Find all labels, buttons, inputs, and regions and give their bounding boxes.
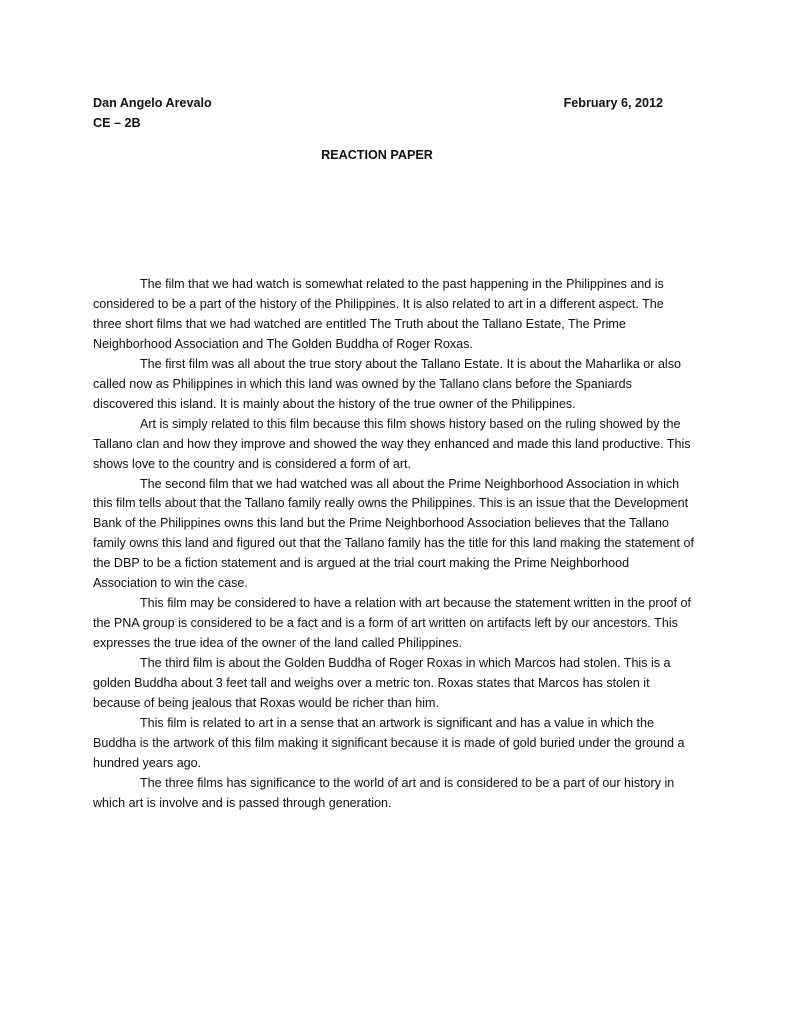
paragraph-1: The film that we had watch is somewhat related to the past happening in the Philippines and is considered to be a part of the history of the Philippines. It is also related to art in a different aspect. The three short films that we had watched are entitled The Truth about the Tallano Estate, The Prime Neighborhood Association and The Golden Buddha of Roger Roxas. — [93, 277, 664, 351]
document-body — [93, 275, 695, 814]
author-name: Dan Angelo Arevalo — [93, 96, 212, 110]
document-title: REACTION PAPER — [321, 148, 433, 162]
paragraph-4: The second film that we had watched was all about the Prime Neighborhood Association in which this film tells about that the Tallano family really owns the Philippines. This is an issue that the Development Bank of the Philippines owns this land but the Prime Neighborhood Association believes that the Tallano family owns this land and figured out that the Tallano family has the title for this land making the statement of the DBP to be a fiction statement and is argued at the trial court making the Prime Neighborhood Association to win the case. — [93, 476, 694, 591]
paragraph-7: This film is related to art in a sense that an artwork is significant and has a value in which the Buddha is the artwork of this film making it significant because it is made of gold buried under the ground a hundred years ago. — [93, 715, 685, 770]
paragraph-5: This film may be considered to have a relation with art because the statement written in the proof of the PNA group is considered to be a fact and is a form of art written on artifacts left by our ancestors. This expresses the true idea of the owner of the land called Philippines. — [93, 596, 691, 651]
course-section: CE – 2B — [93, 116, 141, 130]
paragraph-8: The three films has significance to the world of art and is considered to be a part of our history in which art is involve and is passed through generation. — [93, 775, 675, 810]
document-date: February 6, 2012 — [563, 96, 663, 110]
paragraph-3: Art is simply related to this film because this film shows history based on the ruling showed by the Tallano clan and how they improve and showed the way they enhanced and made this land productive. This shows love to the country and is considered a form of art. — [93, 416, 691, 471]
paragraph-2: The first film was all about the true story about the Tallano Estate. It is about the Maharlika or also called now as Philippines in which this land was owned by the Tallano clans before the Spaniards discovered this island. It is mainly about the history of the true owner of the Philippines. — [93, 356, 681, 411]
paragraph-6: The third film is about the Golden Buddha of Roger Roxas in which Marcos had stolen. This is a golden Buddha about 3 feet tall and weighs over a metric ton. Roxas states that Marcos has stolen it because of being jealous that Roxas would be richer than him. — [93, 656, 671, 711]
